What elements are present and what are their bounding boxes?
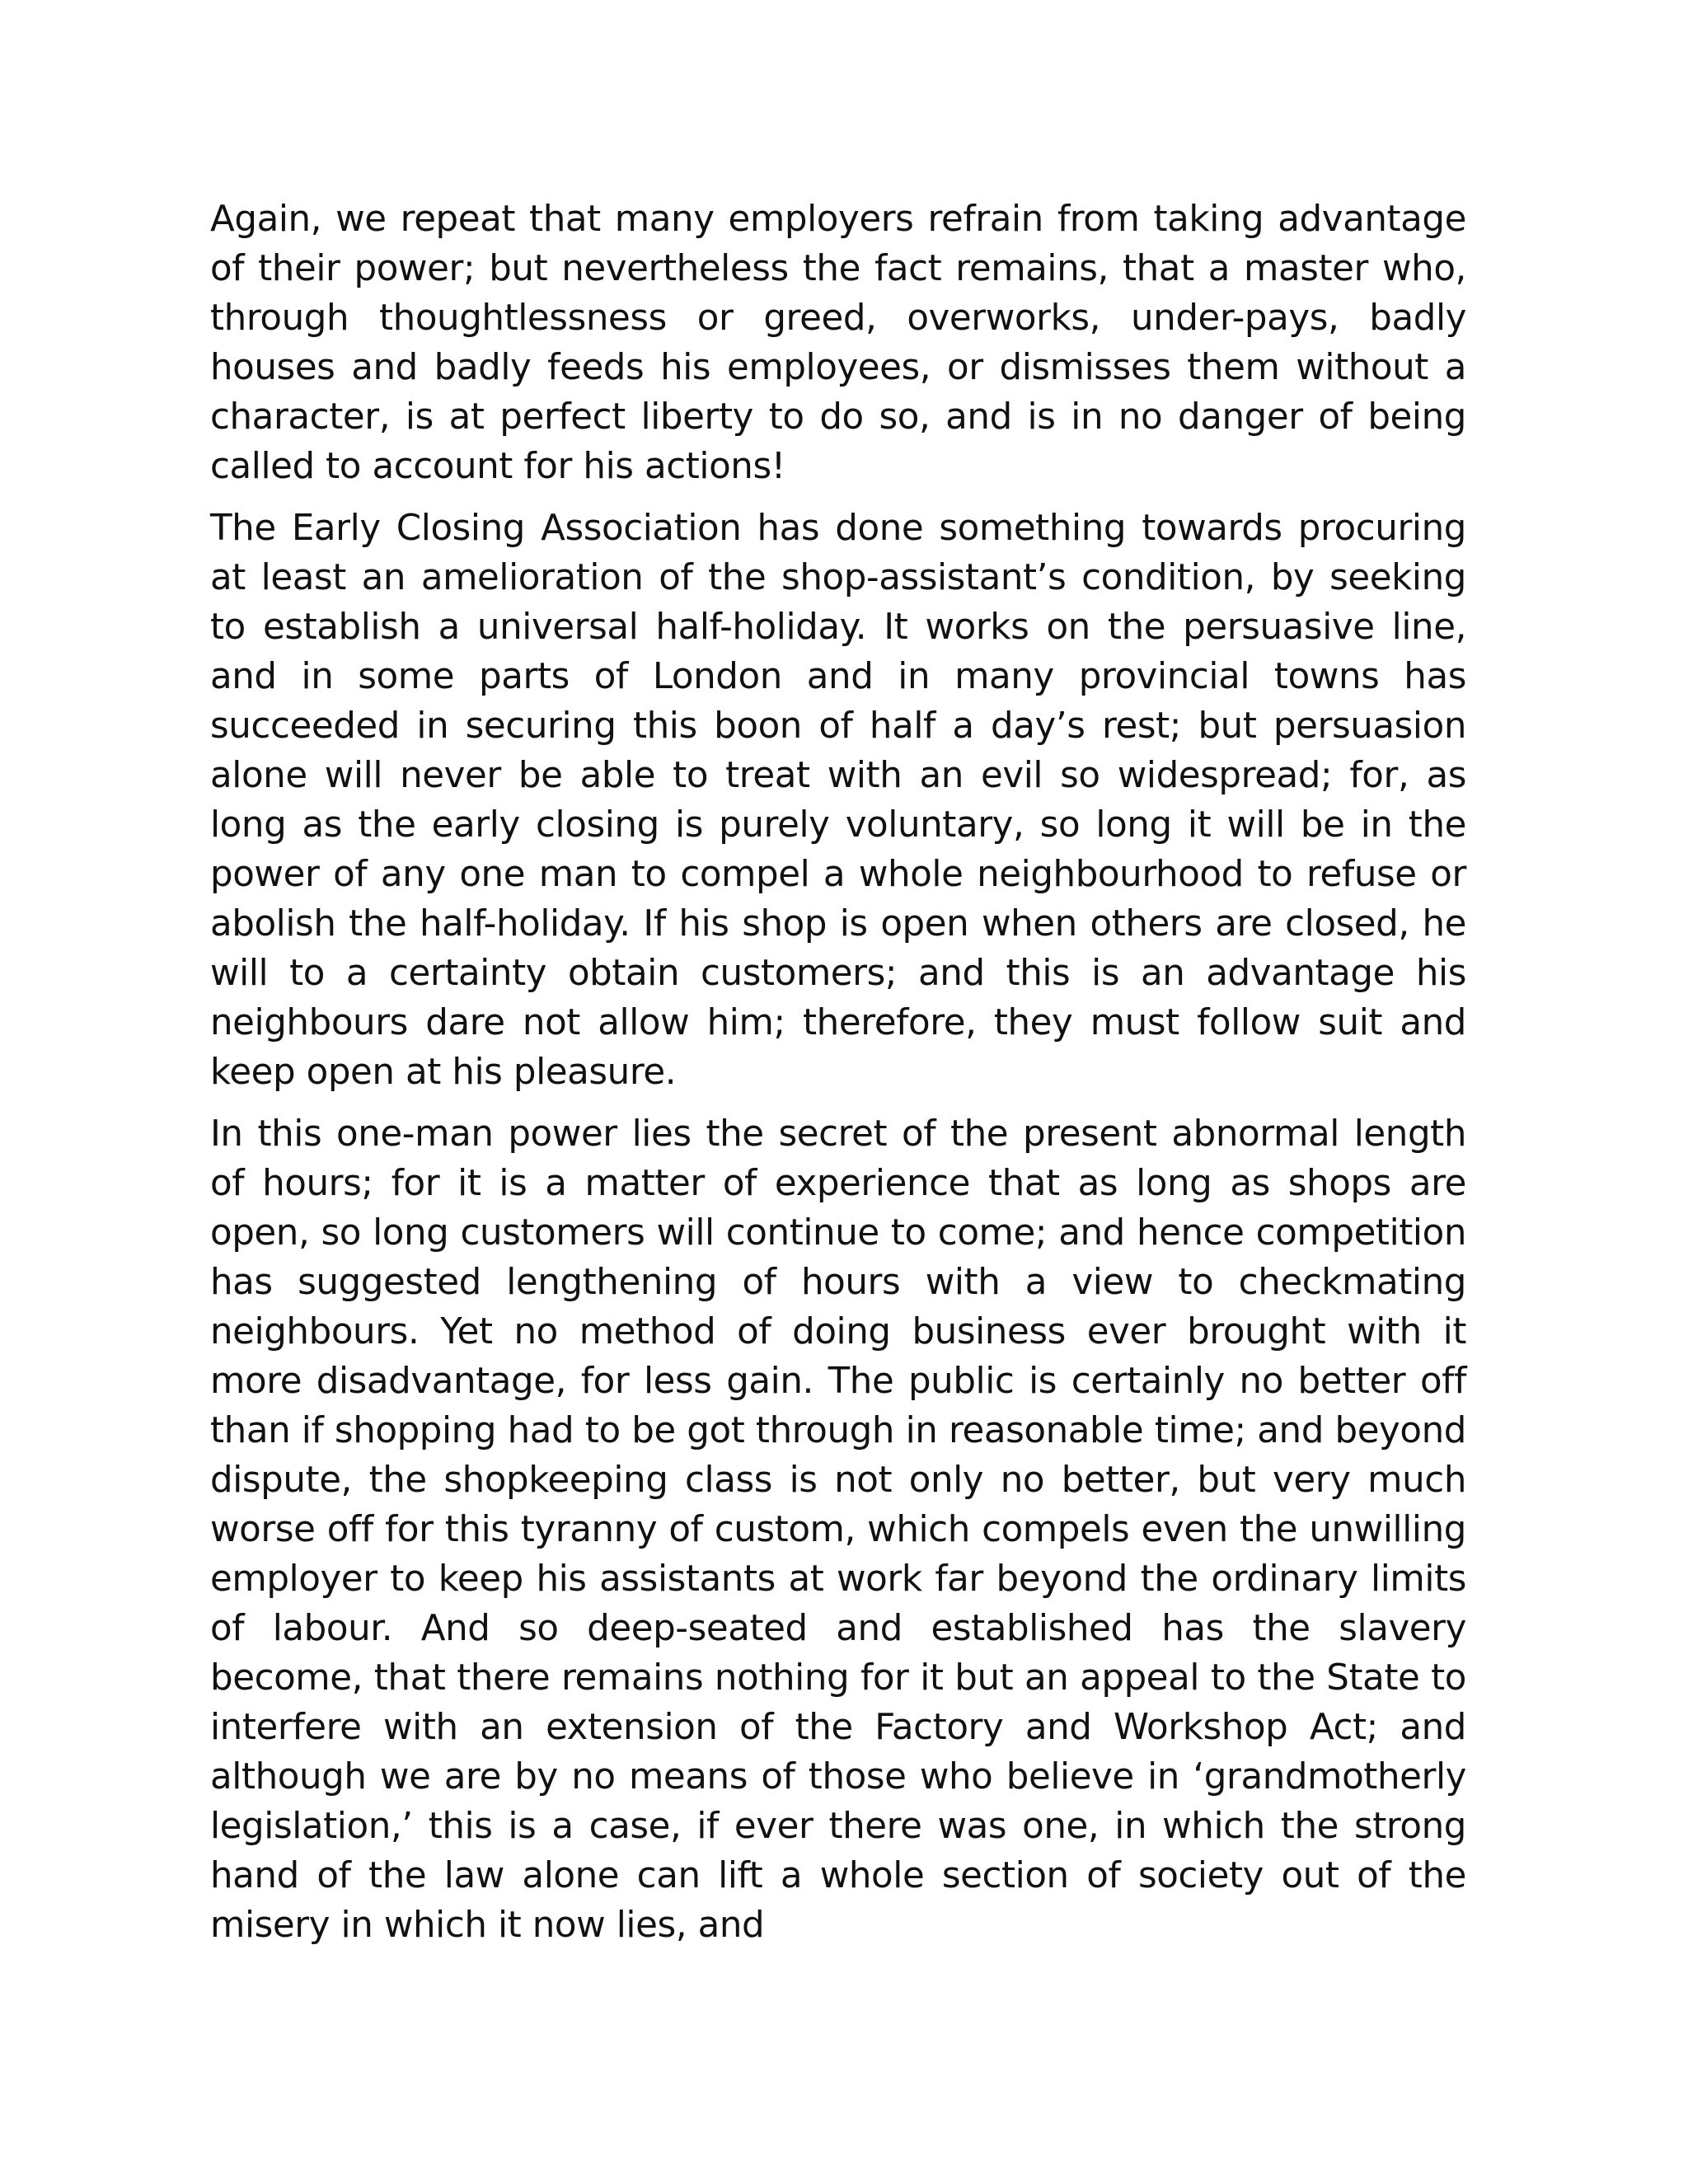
paragraph-1: Again, we repeat that many employers refrain from taking advantage of their power; but nevertheless the fact remains, that a master who, through thoughtlessness or greed, overworks, under-pays, badly houses and badly feeds his employees, or dismisses them without a character, is at perfect liberty to do so, and is in no danger of being called to account for his actions! xyxy=(210,199,1466,487)
document-page xyxy=(210,194,1466,1962)
paragraph-3: In this one-man power lies the secret of the present abnormal length of hours; for it is a matter of experience that as long as shops are open, so long customers will continue to come; and hence competition has suggested lengthening of hours with a view to checkmating neighbours. Yet no method of doing business ever brought with it more disadvantage, for less gain. The public is certainly no better off than if shopping had to be got through in reasonable time; and beyond dispute, the shopkeeping class is not only no better, but very much worse off for this tyranny of custom, which compels even the unwilling employer to keep his assistants at work far beyond the ordinary limits of labour. And so deep-seated and established has the slavery become, that there remains nothing for it but an appeal to the State to interfere with an extension of the Factory and Workshop Act; and although we are by no means of those who believe in ‘grandmotherly legislation,’ this is a case, if ever there was one, in which the strong hand of the law alone can lift a whole section of society out of the misery in which it now lies, and xyxy=(210,1113,1466,1946)
paragraph-2: The Early Closing Association has done something towards procuring at least an amelioration of the shop-assistant’s condition, by seeking to establish a universal half-holiday. It works on the persuasive line, and in some parts of London and in many provincial towns has succeeded in securing this boon of half a day’s rest; but persuasion alone will never be able to treat with an evil so widespread; for, as long as the early closing is purely voluntary, so long it will be in the power of any one man to compel a whole neighbourhood to refuse or abolish the half-holiday. If his shop is open when others are closed, he will to a certainty obtain customers; and this is an advantage his neighbours dare not allow him; therefore, they must follow suit and keep open at his pleasure. xyxy=(210,508,1466,1093)
